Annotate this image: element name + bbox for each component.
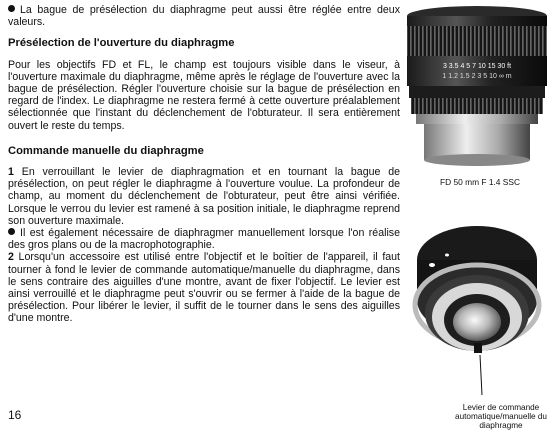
item2-text: Lorsqu'un accessoire est utilisé entre l'objectif et le boîtier de l'appareil, il faut tourner à fond le levier de commande automatique/manuelle du diaphragme, dans le sens contraire des aiguilles d'une montre, avant de fixer l'objectif. Le levier est ainsi verrouillé et le diaphragme peut s'ouvrir ou se fermer à l'aide de la bague de présélection. Pour libérer le levier, il suffit de le tourner dans le sens des aiguilles d'une montre. <box>8 251 400 325</box>
section2-heading: Commande manuelle du diaphragme <box>8 144 204 157</box>
figure1-caption: FD 50 mm F 1.4 SSC <box>439 177 521 187</box>
item2-number: 2 <box>8 251 14 264</box>
figure2-caption: Levier de commande automatique/manuelle du diaphragme <box>455 403 547 431</box>
item1-number: 1 <box>8 166 14 179</box>
section2-item1 <box>8 166 400 227</box>
section2-item2 <box>8 251 400 324</box>
lens-side-photo <box>402 4 552 172</box>
section2-bullet <box>8 227 400 251</box>
intro-bullet <box>8 4 400 28</box>
bullet-icon <box>8 5 15 12</box>
page-number: 16 <box>8 408 22 422</box>
text-column <box>8 4 400 325</box>
section2-bullet-text: Il est également nécessaire de diaphragmer manuellement lorsque l'on réalise des gros plans ou de la macrophotographie. <box>8 227 400 252</box>
lens-scale-top: 3 3.5 4 5 7 10 15 30 ft <box>442 63 512 70</box>
item1-text: En verrouillant le levier de diaphragmation et en tournant la bague de présélection, on peut régler le diaphragme à l'ouverture voulue. La profondeur de champ, au moment du déclenchement de l'obturateur, peut être ainsi vérifiée. Lorsque le verrou du levier est ramené à sa position initiale, le diaphragme reprend son ouverture maximale. <box>8 166 400 227</box>
section1-heading: Présélection de l'ouverture du diaphragme <box>8 37 235 50</box>
intro-bullet-text: La bague de présélection du diaphragme peut aussi être réglée entre deux valeurs. <box>8 4 400 29</box>
lens-rear-photo <box>402 205 552 395</box>
section1-paragraph: Pour les objectifs FD et FL, le champ est toujours visible dans le viseur, à l'ouverture maximale du diaphragme, même après le réglage de l'ouverture avec la bague de présélection. Régler l'ouverture choisie sur la bague de présélection en regard de l'index. Le diaphragme ne restera fermé à cette ouverture préalablement sélectionnée que l'instant du déclenchement de l'obturateur. Il sera entièrement ouvert le reste du temps. <box>8 58 400 132</box>
lens-scale-bottom: 1 1.2 1.5 2 3 5 10 ∞ m <box>442 73 512 80</box>
bullet-icon <box>8 228 15 235</box>
